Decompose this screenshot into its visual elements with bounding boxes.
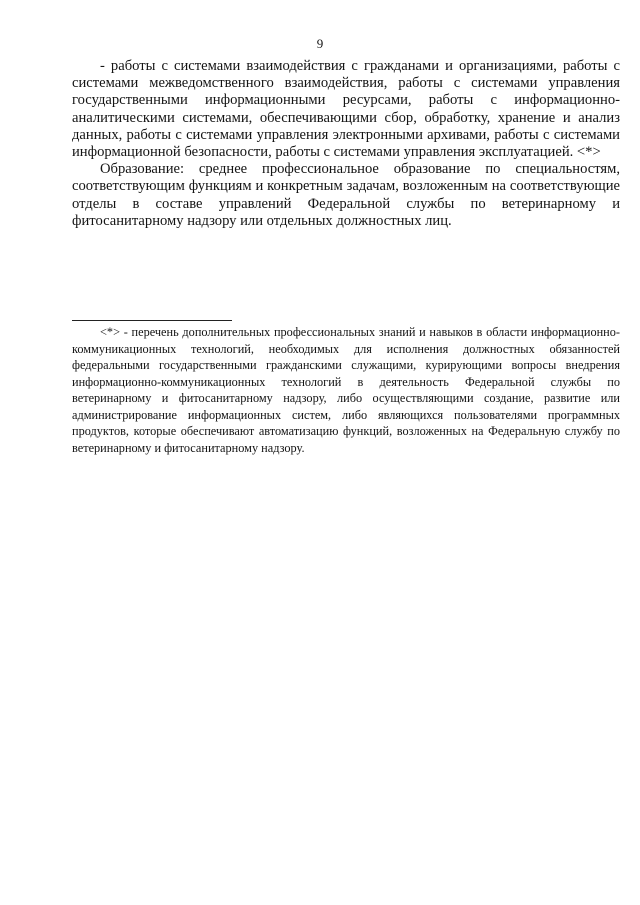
body-text xyxy=(72,58,620,230)
paragraph-ict-systems-work: - работы с системами взаимодействия с гражданами и организациями, работы с системами межведомственного взаимодействия, работы с системами управления государственными информационными ресурсами, работы с информационно-аналитическими системами, обеспечивающими сбор, обработку, хранение и анализ данных, работы с системами управления электронными архивами, работы с системами информационной безопасности, работы с системами управления эксплуатацией. <*> xyxy=(72,58,620,161)
footnote-separator xyxy=(72,320,232,321)
paragraph-education: Образование: среднее профессиональное образование по специальностям, соответствующим функциям и конкретным задачам, возложенным на соответствующие отделы в составе управлений Федеральной службы по ветеринарному и фитосанитарному надзору или отдельных должностных лиц. xyxy=(72,161,620,229)
page-number: 9 xyxy=(316,36,324,51)
footnote: <*> - перечень дополнительных профессиональных знаний и навыков в области информационно-коммуникационных технологий, необходимых для исполнения должностных обязанностей федеральными государственными гражданскими служащими, курирующими вопросы внедрения информационно-коммуникационных технологий в деятельность Федеральной службы по ветеринарному и фитосанитарному надзору, либо осуществляющими создание, развитие или администрирование информационных систем, либо являющихся пользователями программных продуктов, которые обеспечивают автоматизацию функций, возложенных на Федеральную службу по ветеринарному и фитосанитарному надзору. xyxy=(72,325,620,455)
